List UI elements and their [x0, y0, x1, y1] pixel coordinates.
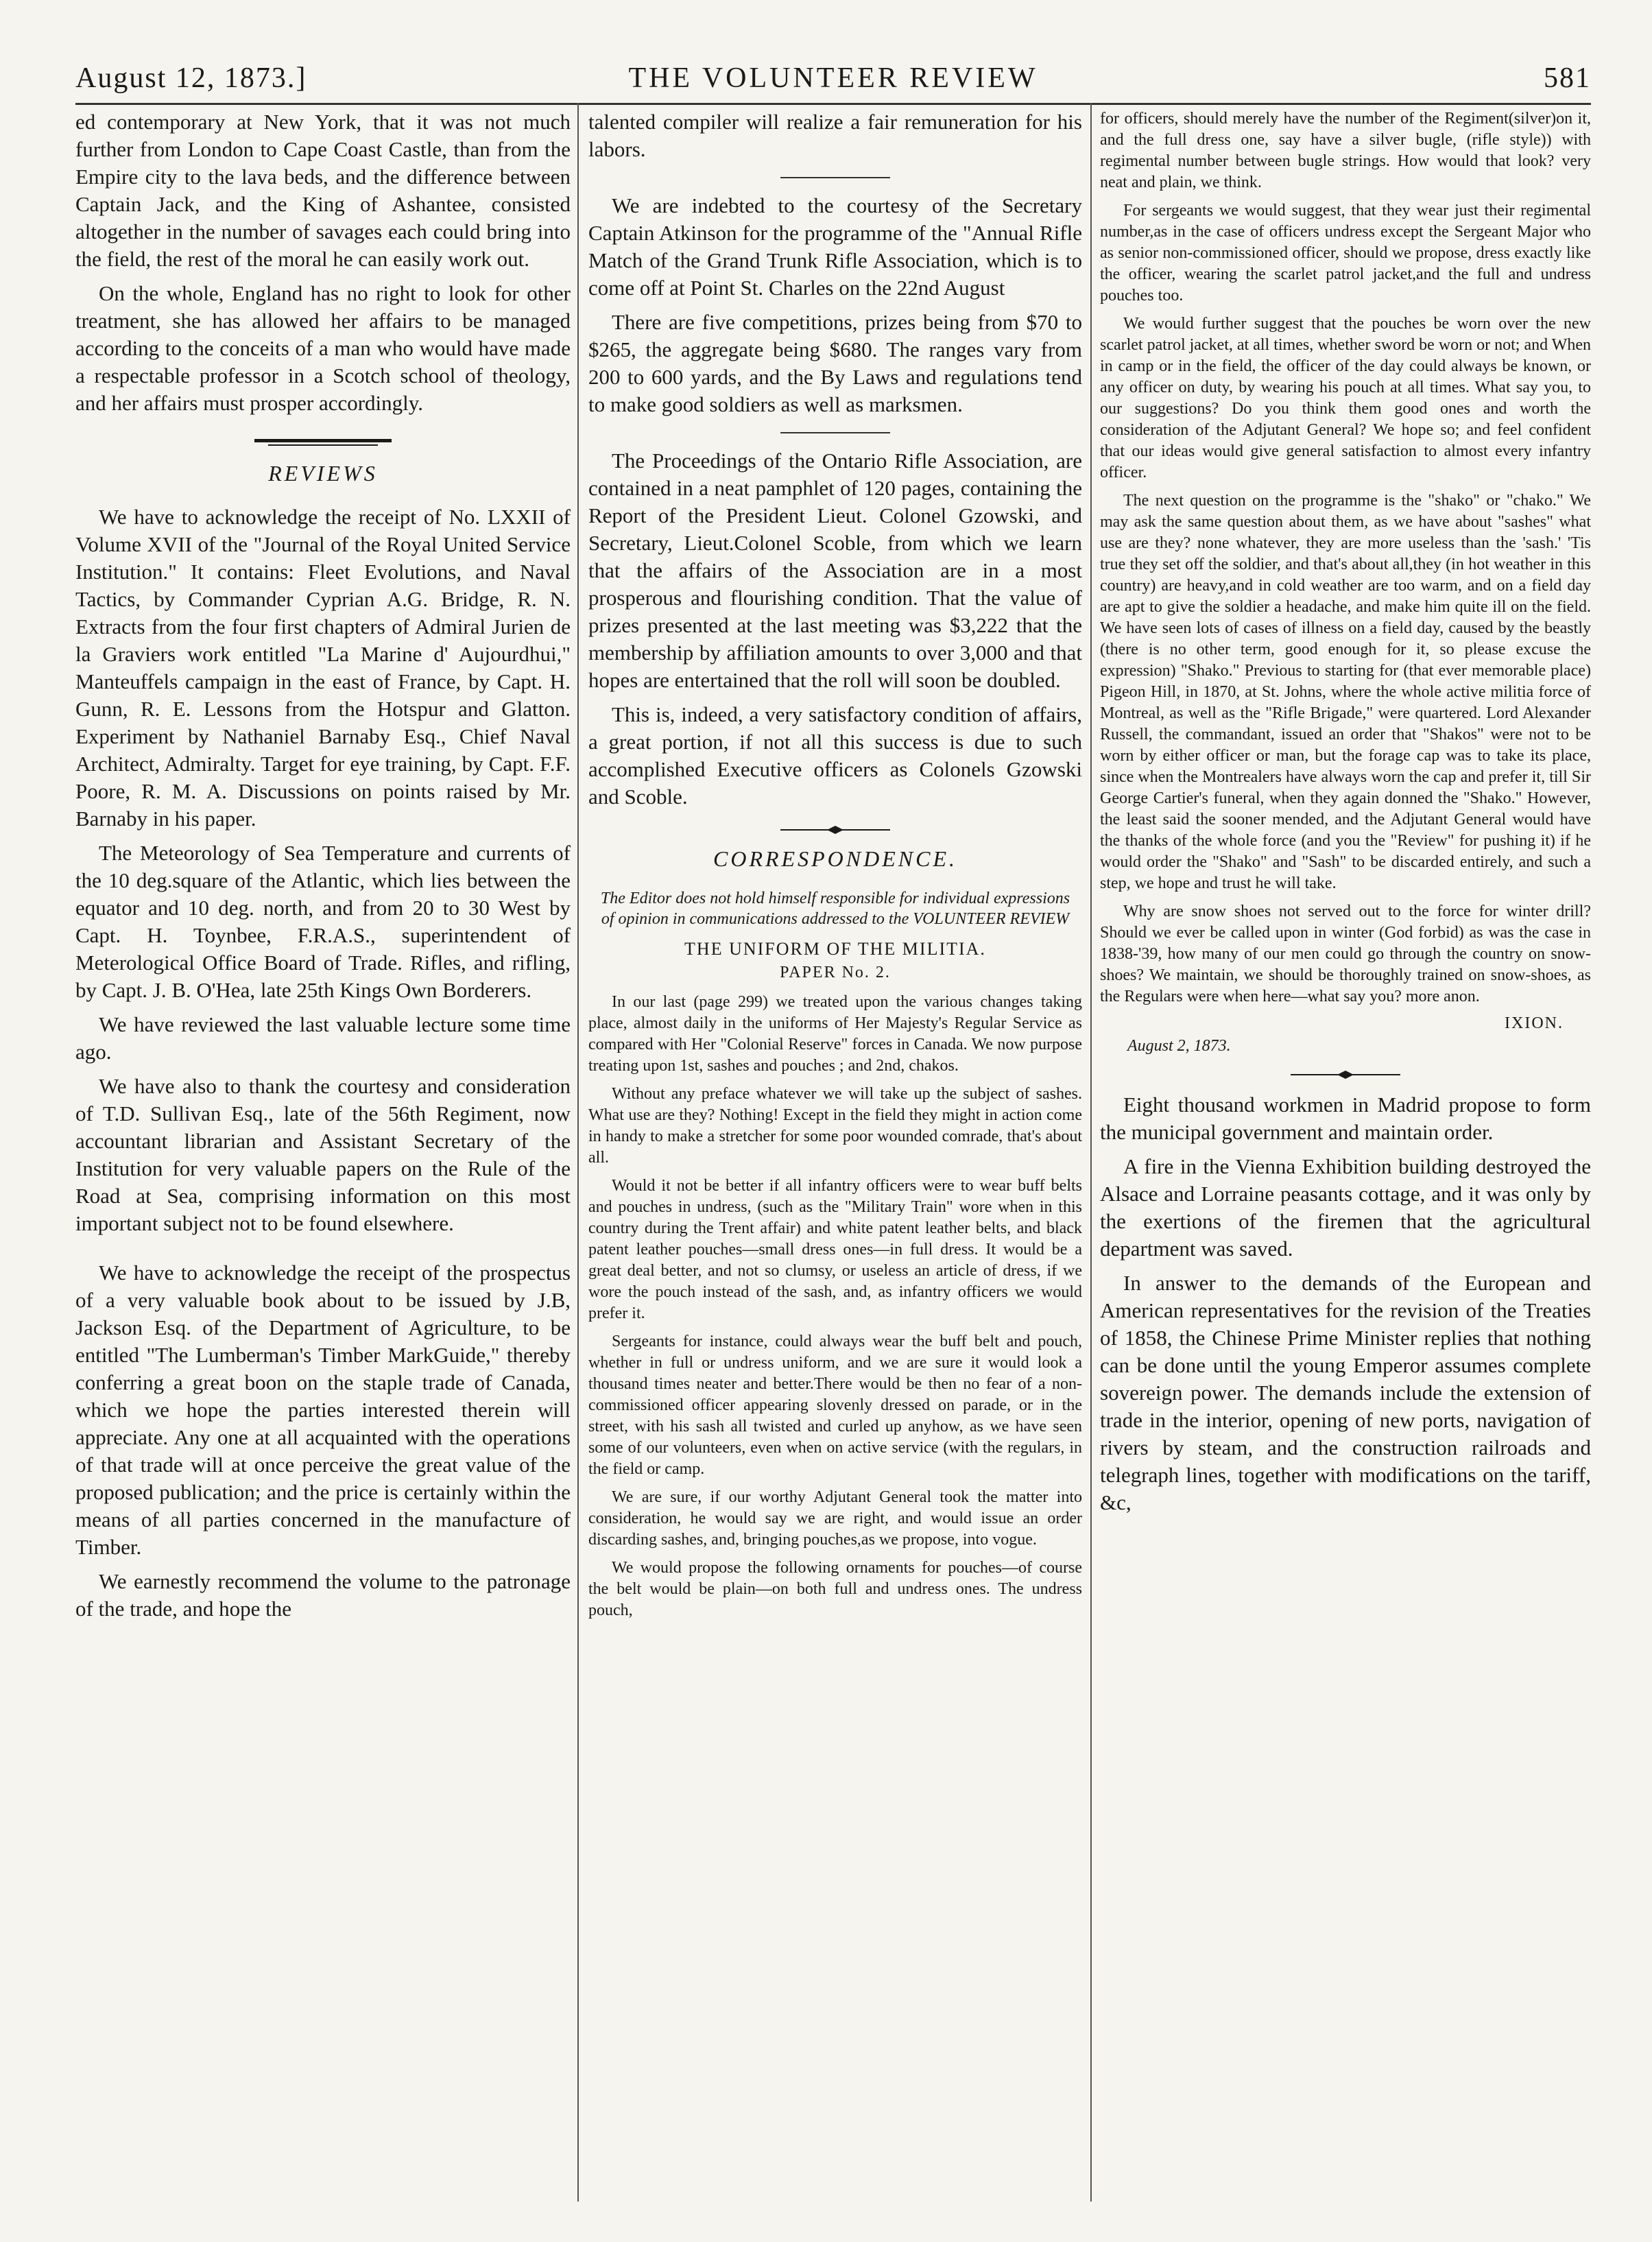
- paragraph: A fire in the Vienna Exhibition building destroyed the Alsace and Lorraine peasants cottage, and it was only by the exertions of the firemen that the agricultural department was saved.: [1100, 1154, 1591, 1261]
- separator-rule: [780, 432, 890, 433]
- paragraph: The Proceedings of the Ontario Rifle Association, are contained in a neat pamphlet of 120 pages, containing the Report of the President Lieut. Colonel Gzowski, and Secretary, Lieut.Colonel Scoble, from which we learn that the affairs of the Association are in a most prosperous and flourishing condition. That the value of prizes presented at the last meeting was $3,222 that the membership by affiliation amounts to over 3,000 and that hopes are entertained that the roll will soon be doubled.: [588, 449, 1082, 692]
- paper-number: PAPER No. 2.: [780, 964, 891, 981]
- paragraph: Without any preface whatever we will take up the subject of sashes. What use are they? Nothing! Except in the field they might in action come in handy to make a stretcher for some poor wounded comrade, that's about all.: [588, 1085, 1082, 1167]
- paragraph: We earnestly recommend the volume to the patronage of the trade, and hope the: [75, 1569, 571, 1621]
- header-date: August 12, 1873.]: [75, 62, 307, 94]
- editor-note: The Editor does not hold himself responsible for individual expressions of opinion in communications addressed to the VOLUNTEER REVIEW: [600, 890, 1070, 928]
- paragraph: We have also to thank the courtesy and consideration of T.D. Sullivan Esq., late of the 56th Regiment, now accountant librarian and Assistant Secretary of the Institution for very valuable papers on the Rule of the Road at Sea, comprising information on this most important subject not to be found elsewhere.: [75, 1074, 571, 1235]
- paragraph: We have to acknowledge the receipt of the prospectus of a very valuable book about to be issued by J.B, Jackson Esq. of the Department of Agriculture, to be entitled "The Lumberman's Timber MarkGuide," thereby conferring a great boon on the staple trade of Canada, which we hope the parties interested therein will appreciate. Any one at all acquainted with the operations of that trade will at once perceive the great value of the proposed publication; and the price is certainly within the means of all parties concerned in the manufacture of Timber.: [75, 1261, 571, 1559]
- header-rule: [75, 103, 1591, 105]
- separator-rule: [780, 177, 890, 178]
- paragraph: In answer to the demands of the European and American representatives for the revision of the Treaties of 1858, the Chinese Prime Minister replies that nothing can be done until the young Emperor assumes complete sovereign power. The demands include the extension of trade in the interior, opening of new ports, navigation of rivers by steam, and the construction railroads and telegraph lines, together with modifications on the tariff, &c,: [1100, 1271, 1591, 1514]
- paragraph: We have to acknowledge the receipt of No. LXXII of Volume XVII of the "Journal of the Royal United Service Institution." It contains: Fleet Evolutions, and Naval Tactics, by Commander Cyprian A.G. Bridge, R. N. Extracts from the four first chapters of Admiral Jurien de la Graviers work entitled "La Marine d' Aujourdhui," Manteuffels campaign in the east of France, by Capt. H. Gunn, R. E. Lessons from the Hotspur and Glatton. Experiment by Nathaniel Barnaby Esq., Chief Naval Architect, Admiralty. Target for eye training, by Capt. F.F. Poore, R. M. A. Discussions on points raised by Mr. Barnaby in his paper.: [75, 505, 571, 831]
- page-number: 581: [1544, 62, 1591, 94]
- paragraph: We are indebted to the courtesy of the Secretary Captain Atkinson for the programme of the "Annual Rifle Match of the Grand Trunk Rifle Association, which is to come off at Point St. Charles on the 22nd August: [588, 193, 1082, 300]
- paragraph: The next question on the programme is the "shako" or "chako." We may ask the same question about them, as we have about "sashes" what use are they? none whatever, they are more useless than the 'sash.' 'Tis true they set off the soldier, and that's about all,they (in hot weather in this country) are heavy,and in cold weather are too warm, and on a field day are apt to give the soldier a headache, and make him quite ill on the field. We have seen lots of cases of illness on a field day, caused by the beastly (there is no other term, good enough for it, so please excuse the expression) "Shako." Previous to starting for (that ever memorable place) Pigeon Hill, in 1870, at St. Johns, where the whole active militia force of Montreal, as well as the "Rifle Brigade," were quartered. Lord Alexander Russell, the commandant, issued an order that "Shakos" were not to be worn by either officer or man, but the forage cap was to take its place, since when the Montrealers have always worn the cap and prefer it, till Sir George Cartier's funeral, when they again donned the "Shako." However, the least said the sooner mended, and the Adjutant General would have the thanks of the whole force (and you the "Review" for pushing it) if he would order the "Shako" and "Sash" to be discarded entirely, and such a step, we hope and trust he will take.: [1100, 492, 1591, 892]
- paragraph: ed contemporary at New York, that it was not much further from London to Cape Coast Castle, than from the Empire city to the lava beds, and the difference between Captain Jack, and the King of Ashantee, consisted altogether in the number of savages each could bring into the field, the rest of the moral he can easily work out.: [75, 110, 571, 271]
- page-header: [75, 62, 1591, 103]
- column-divider: [577, 103, 579, 2202]
- paragraph: Would it not be better if all infantry officers were to wear buff belts and pouches in undress, (such as the "Military Train" wore when in this country during the Trent affair) and white patent leather belts, and black patent leather pouches—small dress ones—in full dress. It would be a great deal better, and not so clumsy, or useless an article of dress, if we wore the pouch instead of the sash, and, as infantry officers we would prefer it.: [588, 1177, 1082, 1322]
- paragraph: Sergeants for instance, could always wear the buff belt and pouch, whether in full or undress uniform, and we are sure it would look a thousand times neater and better.There would be then no fear of a non-commissioned officer appearing slovenly dressed on parade, or in the street, with his sash all twisted and curled up anyhow, as we have seen some of our volunteers, even when on active service (with the regulars, in the field or camp.: [588, 1333, 1082, 1478]
- publication-title: THE VOLUNTEER REVIEW: [628, 62, 1038, 94]
- signature: IXION.: [1505, 1014, 1564, 1032]
- paragraph: We would propose the following ornaments for pouches—of course the belt would be plain—on both full and undress ones. The undress pouch,: [588, 1559, 1082, 1619]
- paragraph: talented compiler will realize a fair remuneration for his labors.: [588, 110, 1082, 161]
- section-heading-correspondence: CORRESPONDENCE.: [713, 846, 957, 871]
- section-rule: [254, 438, 392, 447]
- paragraph: On the whole, England has no right to look for other treatment, she has allowed her affairs to be managed according to the conceits of a man who would have made a respectable professor in a Scotch school of theology, and her affairs must prosper accordingly.: [75, 281, 571, 415]
- letter-date: August 2, 1873.: [1127, 1037, 1231, 1055]
- article-title: THE UNIFORM OF THE MILITIA.: [684, 939, 986, 959]
- section-ornament: [1291, 1071, 1400, 1079]
- paragraph: Eight thousand workmen in Madrid propose to form the municipal government and maintain order.: [1100, 1093, 1591, 1144]
- column-1: [75, 108, 571, 2193]
- paragraph: We would further suggest that the pouches be worn over the new scarlet patrol jacket, at all times, whether sword be worn or not; and When in camp or in the field, the officer of the day could always be known, or any officer on duty, by wearing his pouch at all times. What say you, to our suggestions? Do you think them good ones and worth the consideration of the Adjutant General? We hope so; and feel confident that our ideas would give general satisfaction to almost every infantry officer.: [1100, 315, 1591, 481]
- paragraph: We are sure, if our worthy Adjutant General took the matter into consideration, he would say we are right, and would issue an order discarding sashes, and, bringing pouches,as we propose, into vogue.: [588, 1488, 1082, 1549]
- column-divider: [1090, 103, 1092, 2202]
- section-ornament: [780, 826, 890, 834]
- paragraph: In our last (page 299) we treated upon the various changes taking place, almost daily in the uniforms of Her Majesty's Regular Service as compared with Her "Colonial Reserve" forces in Canada. We now purpose treating upon 1st, sashes and pouches ; and 2nd, chakos.: [588, 993, 1082, 1075]
- paragraph: for officers, should merely have the number of the Regiment(silver)on it, and the full dress one, say have a silver bugle, (rifle style)) with regimental number between bugle strings. How would that look? very neat and plain, we think.: [1100, 110, 1591, 191]
- paragraph: For sergeants we would suggest, that they wear just their regimental number,as in the case of officers undress except the Sergeant Major who as senior non-commissioned officer, should we propose, dress exactly like the officer, wearing the scarlet patrol jacket,and the full and undress pouches too.: [1100, 202, 1591, 305]
- paragraph: The Meteorology of Sea Temperature and currents of the 10 deg.square of the Atlantic, which lies between the equator and 10 deg. north, and from 20 to 30 West by Capt. H. Toynbee, F.R.A.S., superintendent of Meterological Office Board of Trade. Rifles, and rifling, by Capt. J. B. O'Hea, late 25th Kings Own Borderers.: [75, 841, 571, 1002]
- paragraph: We have reviewed the last valuable lecture some time ago.: [75, 1012, 571, 1064]
- paragraph: There are five competitions, prizes being from $70 to $265, the aggregate being $680. The ranges vary from 200 to 600 yards, and the By Laws and regulations tend to make good soldiers as well as marksmen.: [588, 310, 1082, 416]
- column-3: [1100, 108, 1591, 2193]
- section-heading-reviews: REVIEWS: [268, 461, 378, 486]
- paragraph: This is, indeed, a very satisfactory condition of affairs, a great portion, if not all this success is due to such accomplished Executive officers as Colonels Gzowski and Scoble.: [588, 702, 1082, 809]
- paragraph: Why are snow shoes not served out to the force for winter drill? Should we ever be called upon in winter (God forbid) as was the case in 1838-'39, how many of our men could go through the country on snow-shoes? We maintain, we should be thoroughly trained on snow-shoes, as the Regulars were when here—what say you? more anon.: [1100, 903, 1591, 1005]
- column-2: [588, 108, 1082, 2193]
